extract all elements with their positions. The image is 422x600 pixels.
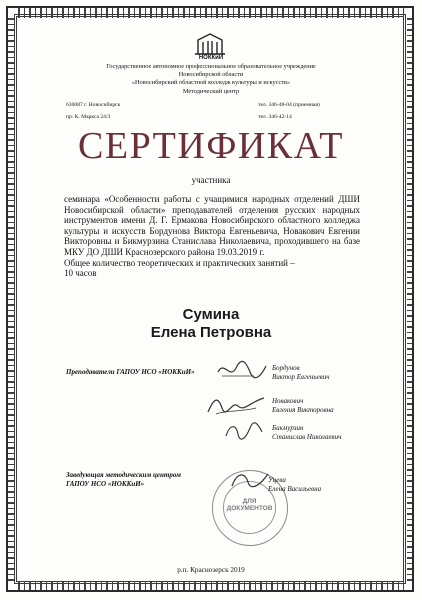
- head-role: [66, 471, 181, 489]
- recipient-given-names: Елена Петровна: [150, 324, 272, 341]
- recipient-surname: Сумина: [182, 306, 240, 323]
- signature-1: [214, 358, 270, 384]
- head-role-line-2: ГАПОУ НСО «НОККиИ»: [66, 480, 145, 488]
- phone-block: [258, 99, 320, 123]
- body-paragraph: семинара «Особенности работы с учащимися народных отделений ДШИ Новосибирской области» преподавателей отделения русских народных инструментов имени Д. Г. Ермакова Новосибирского областного колледжа культуры и искусств Бордунова Виктора Евгеньевича, Новакович Евгении Викторовны и Бикмурзина Станислава Николаевича, проходившего на базе МКУ ДО ДШИ Краснозерского района 19.03.2019 г.: [64, 194, 360, 257]
- signature-head: [228, 468, 272, 492]
- teacher-2-name: Евгения Викторовна: [272, 406, 334, 414]
- certificate-body: [64, 194, 360, 279]
- participant-label: участника: [191, 175, 231, 185]
- address-line-1: 630087 г. Новосибирск: [66, 102, 121, 108]
- head-surname: Уцева: [268, 476, 286, 484]
- organization-header: [60, 63, 362, 96]
- teacher-2: [272, 397, 334, 415]
- city-year: р.п. Краснозерск 2019: [177, 566, 245, 574]
- org-line-4: Методический центр: [182, 87, 240, 95]
- teachers-role: Преподаватели ГАПОУ НСО «НОККиИ»: [66, 368, 195, 376]
- stamp-text-line-2: ДОКУМЕНТОВ: [226, 505, 273, 512]
- certificate-title: СЕРТИФИКАТ: [78, 125, 344, 167]
- address-block: [66, 99, 120, 123]
- address-line-2: пр. К. Маркса 24/3: [66, 114, 111, 120]
- teacher-3: [272, 424, 341, 442]
- teacher-3-name: Станислав Николаевич: [272, 433, 342, 441]
- head-role-line-1: Заведующая методическим центром: [66, 471, 181, 479]
- teacher-1-name: Виктор Евгеньевич: [272, 373, 330, 381]
- teacher-3-surname: Бикмурзин: [272, 424, 304, 432]
- org-line-3: «Новосибирский областной колледж культуры и искусств»: [131, 79, 291, 87]
- phone-line-1: тел. 346-48-04 (приемная): [258, 102, 320, 108]
- head-name: Елена Васильевна: [268, 485, 322, 493]
- logo-text: НОККиИ: [198, 55, 224, 61]
- hours-line-2: 10 часов: [64, 268, 97, 279]
- signature-2: [206, 392, 268, 418]
- head-person: [268, 476, 321, 494]
- teacher-2-surname: Новакович: [272, 397, 304, 405]
- stylized-building-logo-icon: [192, 32, 228, 56]
- teacher-1-surname: Бордунов: [272, 364, 300, 372]
- signature-3: [222, 420, 266, 442]
- org-line-2: Новосибирской области: [178, 71, 244, 79]
- teacher-1: [272, 364, 330, 382]
- stamp-text-line-1: ДЛЯ: [242, 498, 257, 505]
- stamp-text: [213, 498, 286, 512]
- hours-line-1: Общее количество теоретических и практических занятий –: [64, 257, 295, 268]
- org-line-1: Государственное автономное профессиональное образовательное учреждение: [106, 63, 316, 70]
- phone-line-2: тел. 346-42-14: [258, 114, 292, 120]
